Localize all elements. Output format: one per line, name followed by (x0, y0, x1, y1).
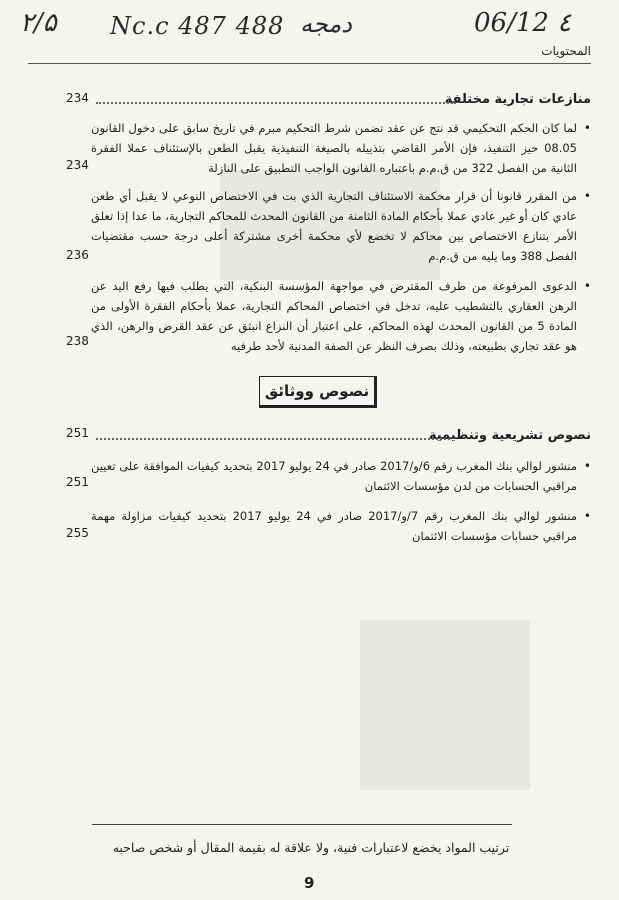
bullet: • (583, 121, 591, 135)
toc-entry[interactable] (91, 506, 591, 546)
section-page-number: 234 (66, 91, 89, 105)
entry-text: من المقرر قانونا أن قرار محكمة الاستئناف التجارية الذي بت في الاختصاص النوعي لا يقبل أي طعن عادي كان أو غير عادي عملا بأحكام المادة الثامنة من القانون المحدث للمحاكم التجارية، ما عدا إذا تعلق الأمر بتنازع الاختصاص بين محاكم لا تخضع لأي محكمة أخرى مشتركة أعلى درجة حسب مقتضيات الفصل 388 وما يليه من ق.م.م (91, 189, 577, 263)
section-banner: نصوص ووثائق (259, 376, 377, 408)
handwritten-note: دمجه (300, 10, 352, 38)
entry-page-number: 236 (66, 248, 89, 262)
entry-text: لما كان الحكم التحكيمي قد نتج عن عقد تضمن شرط التحكيم مبرم في تاريخ سابق على دخول القانون 08.05 حيز التنفيذ، فإن الأمر القاضي بتذييله بالصيغة التنفيذية يقبل الطعن بالإستئناف عملا الفقرة الثانية من الفصل 322 من ق.م.م باعتباره القانون الواجب التطبيق على النازلة (91, 121, 577, 175)
dot-leader (96, 102, 456, 104)
entry-page-number: 251 (66, 475, 89, 489)
toc-entry[interactable] (91, 456, 591, 496)
entry-text: الدعوى المرفوعة من طرف المقترض في مواجهة المؤسسة البنكية، التي يطلب فيها رفع اليد عن الرهن العقاري بالتشطيب عليه، تدخل في اختصاص المحاكم التجارية، عملا بأحكام الفقرة الأولى من المادة 5 من القانون المحدث لهذه المحاكم، على اعتبار أن النزاع انبثق عن عقد القرض والرهن، الذي هو عقد تجاري بطبيعته، وذلك بصرف النظر عن الصفة المدنية لأحد طرفيه (91, 279, 577, 353)
bullet: • (583, 189, 591, 203)
running-head: المحتويات (541, 44, 591, 58)
bullet: • (583, 509, 591, 523)
entry-text: منشور لوالي بنك المغرب رقم 6/و/2017 صادر في 24 يوليو 2017 بتحديد كيفيات الموافقة على تعيين مراقبي الحسابات من لدن مؤسسات الائتمان (91, 459, 577, 493)
toc-entry[interactable] (91, 186, 591, 266)
section-title: نصوص تشريعية وتنظيمية (428, 428, 591, 443)
toc-entry[interactable] (91, 118, 591, 178)
header-rule (28, 63, 591, 64)
handwritten-date: 06/12 ٤ (474, 8, 572, 38)
toc-entry[interactable] (91, 276, 591, 356)
section-page-number: 251 (66, 426, 89, 440)
handwritten-code: Nc.c 487 488 (110, 12, 285, 40)
footer-note: ترتيب المواد يخضع لاعتبارات فنية، ولا علاقة له بقيمة المقال أو شخص صاحبه (112, 840, 510, 855)
entry-page-number: 238 (66, 334, 89, 348)
handwritten-number: ۲/۵ (20, 8, 57, 38)
section-title: منازعات تجارية مختلفة (444, 92, 591, 107)
entry-page-number: 234 (66, 158, 89, 172)
entry-page-number: 255 (66, 526, 89, 540)
bullet: • (583, 279, 591, 293)
bullet: • (583, 459, 591, 473)
page-number: 9 (304, 874, 315, 892)
entry-text: منشور لوالي بنك المغرب رقم 7/و/2017 صادر في 24 يوليو 2017 بتحديد كيفيات مزاولة مهمة مراقبي حسابات مؤسسات الائتمان (91, 509, 577, 543)
bleed-through (360, 620, 530, 790)
dot-leader (96, 438, 450, 440)
footer-rule (92, 824, 512, 825)
